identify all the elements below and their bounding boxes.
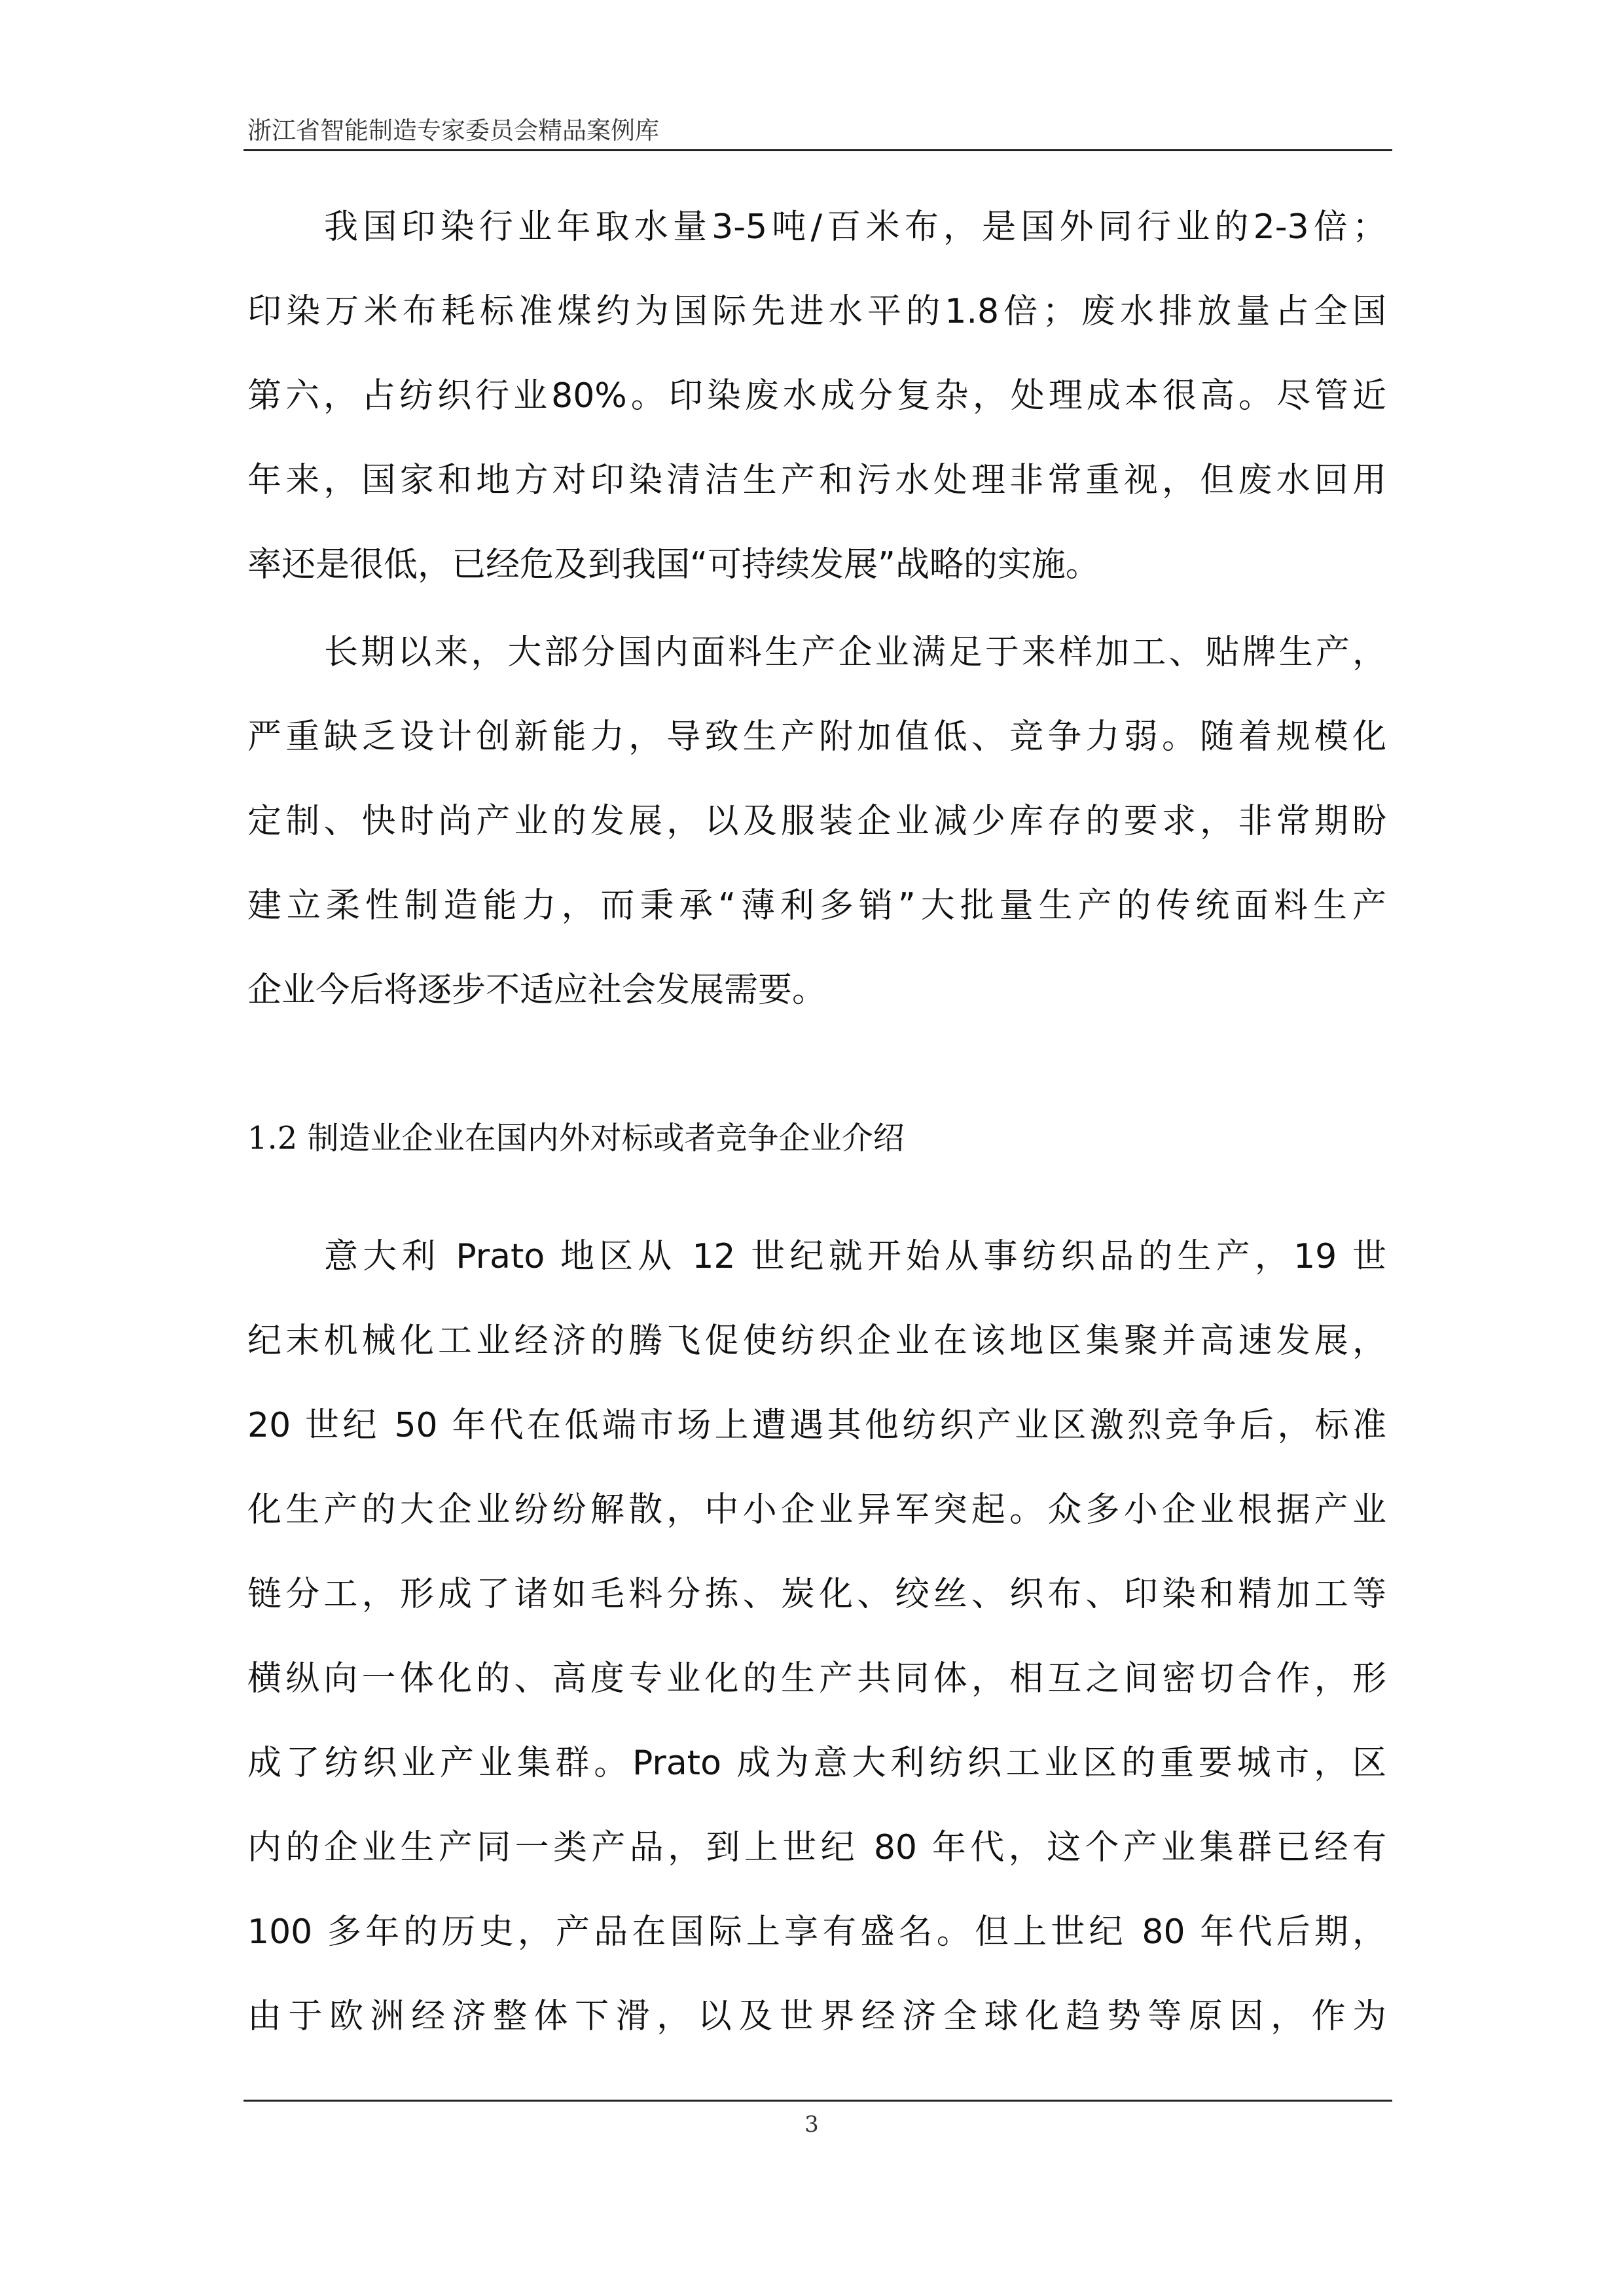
paragraph-line: 20 世纪 50 年代在低端市场上遭遇其他纺织产业区激烈竞争后，标准 bbox=[247, 1406, 1386, 1445]
paragraph-line: 长期以来，大部分国内面料生产企业满足于来样加工、贴牌生产， bbox=[324, 633, 1386, 672]
footer-divider bbox=[244, 2100, 1392, 2102]
paragraph-line: 年来，国家和地方对印染清洁生产和污水处理非常重视，但废水回用 bbox=[247, 461, 1386, 500]
paragraph-line: 100 多年的历史，产品在国际上享有盛名。但上世纪 80 年代后期， bbox=[247, 1912, 1386, 1952]
paragraph-line: 内的企业生产同一类产品，到上世纪 80 年代，这个产业集群已经有 bbox=[247, 1828, 1386, 1867]
paragraph-line: 建立柔性制造能力，而秉承“薄利多销”大批量生产的传统面料生产 bbox=[247, 886, 1386, 925]
paragraph-line: 成了纺织业产业集群。Prato 成为意大利纺织工业区的重要城市，区 bbox=[247, 1744, 1386, 1783]
paragraph-line: 纪末机械化工业经济的腾飞促使纺织企业在该地区集聚并高速发展， bbox=[247, 1321, 1386, 1361]
section-heading: 1.2 制造业企业在国内外对标或者竞争企业介绍 bbox=[247, 1120, 905, 1157]
paragraph-line: 链分工，形成了诸如毛料分拣、炭化、绞丝、织布、印染和精加工等 bbox=[247, 1575, 1386, 1614]
header-divider bbox=[244, 149, 1392, 151]
paragraph-line: 印染万米布耗标准煤约为国际先进水平的1.8倍；废水排放量占全国 bbox=[247, 292, 1386, 331]
paragraph-line: 率还是很低，已经危及到我国“可持续发展”战略的实施。 bbox=[247, 545, 1100, 584]
paragraph-line: 由于欧洲经济整体下滑，以及世界经济全球化趋势等原因，作为 bbox=[247, 1997, 1386, 2036]
paragraph-line: 我国印染行业年取水量3-5吨/百米布，是国外同行业的2-3倍； bbox=[324, 207, 1386, 247]
paragraph-line: 第六，占纺织行业80%。印染废水成分复杂，处理成本很高。尽管近 bbox=[247, 376, 1386, 416]
paragraph-line: 严重缺乏设计创新能力，导致生产附加值低、竞争力弱。随着规模化 bbox=[247, 717, 1386, 757]
page-number: 3 bbox=[804, 2111, 819, 2138]
paragraph-line: 企业今后将逐步不适应社会发展需要。 bbox=[247, 971, 827, 1010]
paragraph-line: 横纵向一体化的、高度专业化的生产共同体，相互之间密切合作，形 bbox=[247, 1659, 1386, 1698]
paragraph-line: 意大利 Prato 地区从 12 世纪就开始从事纺织品的生产，19 世 bbox=[324, 1237, 1386, 1276]
header-title: 浙江省智能制造专家委员会精品案例库 bbox=[247, 117, 659, 145]
paragraph-line: 化生产的大企业纷纷解散，中小企业异军突起。众多小企业根据产业 bbox=[247, 1490, 1386, 1530]
paragraph-line: 定制、快时尚产业的发展，以及服装企业减少库存的要求，非常期盼 bbox=[247, 802, 1386, 841]
